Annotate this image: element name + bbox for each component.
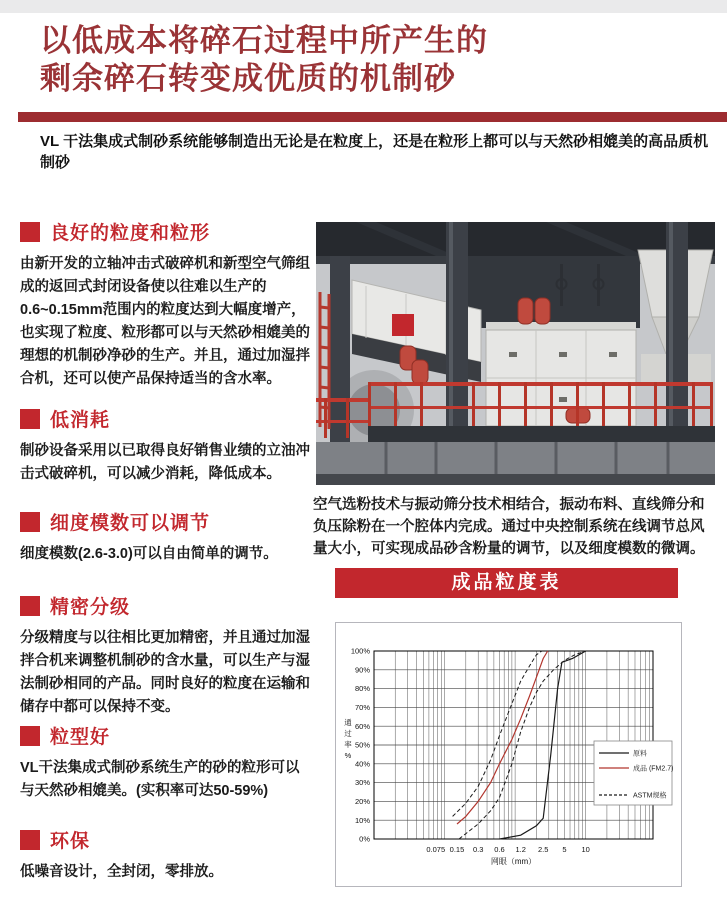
section-body: VL干法集成式制砂系统生产的砂的粒形可以与天然砂相媲美。(实积率可达50-59%) — [20, 760, 300, 799]
svg-text:0.075: 0.075 — [426, 845, 446, 854]
svg-text:率: 率 — [344, 740, 352, 749]
section-title: 良好的粒度和粒形 — [50, 223, 211, 244]
svg-text:5: 5 — [562, 845, 567, 854]
section-body: 低噪音设计，全封闭，零排放。 — [20, 864, 223, 880]
section-body: 分级精度与以往相比更加精密，并且通过加湿拌合机来调整机制砂的含水量，可以生产与湿法制砂相同的产品。同时良好的粒度在运输和储存中都可以保持不变。 — [20, 630, 310, 715]
section-heading — [20, 218, 312, 245]
svg-text:过: 过 — [344, 729, 352, 738]
svg-text:90%: 90% — [354, 665, 370, 675]
svg-text:60%: 60% — [354, 721, 370, 731]
red-square-bullet-icon — [20, 726, 40, 746]
machinery-photo — [316, 222, 715, 485]
chart-banner: 成品粒度表 — [335, 568, 678, 598]
svg-text:1.2: 1.2 — [515, 845, 526, 854]
page-title — [40, 22, 488, 98]
page-subtitle: VL 干法集成式制砂系统能够制造出无论是在粒度上，还是在粒形上都可以与天然砂相媲美的高品质机制砂 — [40, 133, 709, 171]
svg-text:0.15: 0.15 — [449, 845, 465, 854]
section-environmental — [20, 826, 312, 884]
svg-text:%: % — [344, 751, 352, 760]
section-title: 粒型好 — [50, 727, 111, 748]
svg-text:0.3: 0.3 — [473, 845, 484, 854]
svg-text:10%: 10% — [354, 815, 370, 825]
svg-text:10: 10 — [581, 845, 590, 854]
svg-text:20%: 20% — [354, 797, 370, 806]
grading-chart — [336, 623, 681, 886]
grading-chart-box — [335, 622, 682, 887]
section-granularity — [20, 218, 312, 391]
svg-text:成品 (FM2.7): 成品 (FM2.7) — [633, 765, 674, 773]
svg-text:0%: 0% — [359, 834, 370, 844]
svg-text:50%: 50% — [354, 740, 370, 750]
section-heading — [20, 722, 312, 749]
svg-text:ASTM规格: ASTM规格 — [633, 792, 667, 800]
svg-text:100%: 100% — [350, 646, 370, 656]
svg-text:通: 通 — [344, 718, 352, 727]
section-fineness-modulus — [20, 508, 312, 566]
red-square-marker — [392, 314, 414, 336]
red-square-bullet-icon — [20, 512, 40, 532]
section-body: 细度模数(2.6-3.0)可以自由简单的调节。 — [20, 546, 278, 562]
section-precise-classification — [20, 592, 312, 719]
photo-caption: 空气选粉技术与振动筛分技术相结合，振动布料、直线筛分和负压除粉在一个腔体内完成。通过中央控制系统在线调节总风量大小，可实现成品砂含粉量的调节，以及细度模数的微调。 — [313, 497, 705, 557]
section-title: 低消耗 — [50, 410, 111, 431]
red-square-bullet-icon — [20, 222, 40, 242]
section-low-consumption — [20, 405, 312, 486]
section-title: 精密分级 — [50, 597, 131, 618]
top-edge-strip — [0, 0, 727, 13]
machinery-photo-illustration — [316, 222, 715, 485]
svg-text:40%: 40% — [354, 759, 370, 769]
svg-text:0.6: 0.6 — [494, 845, 505, 854]
svg-text:原料: 原料 — [633, 750, 647, 758]
svg-text:2.5: 2.5 — [537, 845, 549, 854]
red-square-bullet-icon — [20, 596, 40, 616]
red-divider-bar — [18, 112, 727, 122]
title-line-1: 以低成本将碎石过程中所产生的 — [40, 23, 488, 58]
section-body: 由新开发的立轴冲击式破碎机和新型空气筛组成的返回式封闭设备使以往难以生产的0.6~0.15mm范围内的粒度达到大幅度增产，也实现了粒度、粒形都可以与天然砂相媲美的理想的机制砂净砂的生产。并且，通过加湿拌合机，还可以使产品保持适当的含水率。 — [20, 256, 310, 387]
title-line-2: 剩余碎石转变成优质的机制砂 — [40, 61, 456, 96]
section-heading — [20, 508, 312, 535]
svg-text:30%: 30% — [354, 778, 370, 788]
section-heading — [20, 405, 312, 432]
svg-text:网眼（mm）: 网眼（mm） — [490, 857, 537, 866]
svg-text:80%: 80% — [354, 684, 370, 694]
section-title: 环保 — [50, 831, 91, 852]
section-heading — [20, 826, 312, 853]
section-heading — [20, 592, 312, 619]
red-square-bullet-icon — [20, 409, 40, 429]
section-body: 制砂设备采用以已取得良好销售业绩的立油冲击式破碎机，可以减少消耗，降低成本。 — [20, 443, 310, 482]
section-title: 细度模数可以调节 — [50, 513, 211, 534]
section-good-shape — [20, 722, 312, 803]
red-square-bullet-icon — [20, 830, 40, 850]
svg-text:70%: 70% — [354, 703, 370, 712]
